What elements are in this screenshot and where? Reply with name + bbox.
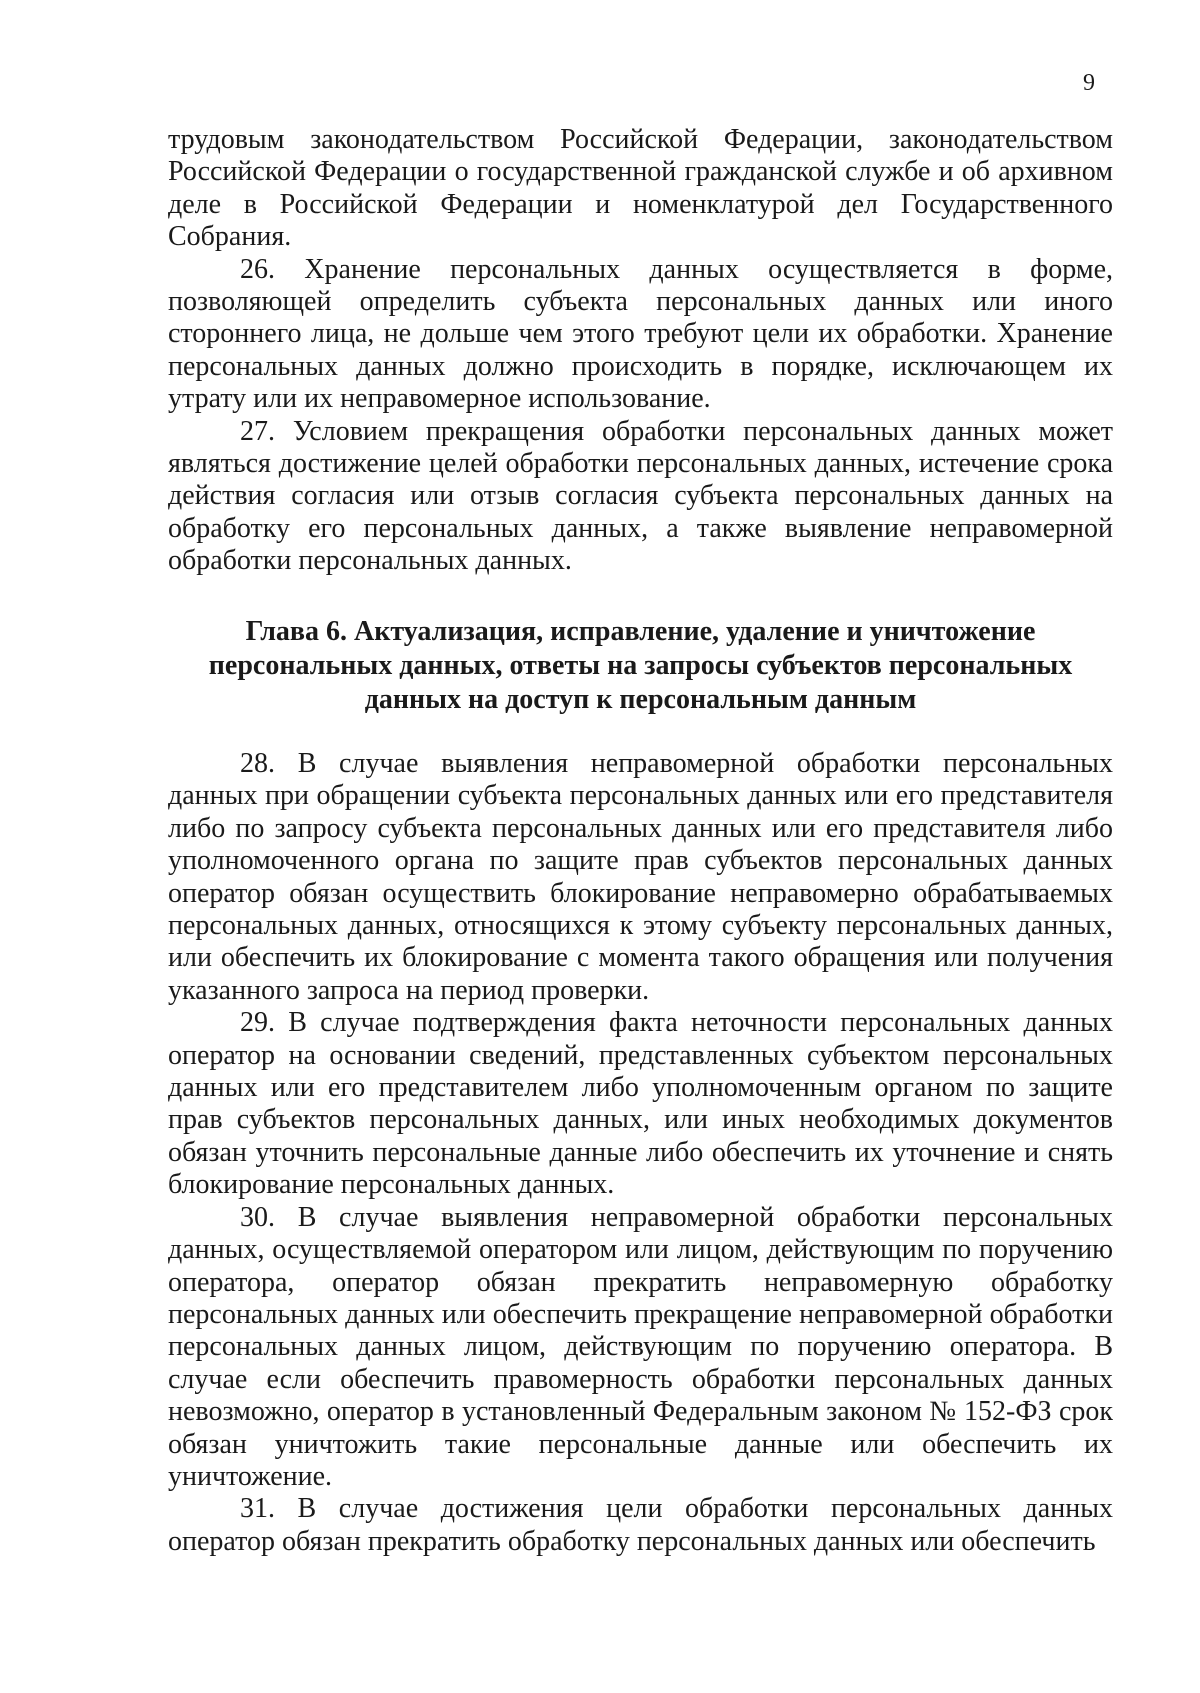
paragraph-30: 30. В случае выявления неправомерной обработки персональных данных, осуществляемой оператором или лицом, действующим по поручению оператора, оператор обязан прекратить неправомерную обработку персональных данных или обеспечить прекращение неправомерной обработки персональных данных лицом, действующим по поручению оператора. В случае если обеспечить правомерность обработки персональных данных невозможно, оператор в установленный Федеральным законом № 152-ФЗ срок обязан уничтожить такие персональные данные или обеспечить их уничтожение. (168, 1201, 1113, 1492)
chapter-heading (168, 615, 1113, 717)
body-text-top (168, 124, 1113, 578)
paragraph-29: 29. В случае подтверждения факта неточности персональных данных оператор на основании сведений, представленных субъектом персональных данных или его представителем либо уполномоченным органом по защите прав субъектов персональных данных, или иных необходимых документов обязан уточнить персональные данные либо обеспечить их уточнение и снять блокирование персональных данных. (168, 1007, 1113, 1201)
page-number: 9 (1083, 70, 1095, 96)
paragraph-27: 27. Условием прекращения обработки персональных данных может являться достижение целей обработки персональных данных, истечение срока действия согласия или отзыв согласия субъекта персональных данных на обработку его персональных данных, а также выявление неправомерной обработки персональных данных. (168, 415, 1113, 577)
chapter-heading-line-3: данных на доступ к персональным данным (364, 684, 917, 715)
chapter-heading-line-2: персональных данных, ответы на запросы субъектов персональных (208, 650, 1073, 681)
paragraph-28: 28. В случае выявления неправомерной обработки персональных данных при обращении субъекта персональных данных или его представителя либо по запросу субъекта персональных данных или его представителя либо уполномоченного органа по защите прав субъектов персональных данных оператор обязан осуществить блокирование неправомерно обрабатываемых персональных данных, относящихся к этому субъекту персональных данных, или обеспечить их блокирование с момента такого обращения или получения указанного запроса на период проверки. (168, 748, 1113, 1006)
paragraph-26: 26. Хранение персональных данных осуществляется в форме, позволяющей определить субъекта персональных данных или иного стороннего лица, не дольше чем этого требуют цели их обработки. Хранение персональных данных должно происходить в порядке, исключающем их утрату или их неправомерное использование. (168, 253, 1113, 415)
paragraph-31: 31. В случае достижения цели обработки персональных данных оператор обязан прекратить обработку персональных данных или обеспечить (168, 1493, 1113, 1557)
body-text-bottom (168, 748, 1113, 1558)
paragraph-continuation: трудовым законодательством Российской Федерации, законодательством Российской Федерации о государственной гражданской службе и об архивном деле в Российской Федерации и номенклатурой дел Государственного Собрания. (168, 124, 1113, 253)
chapter-heading-line-1: Глава 6. Актуализация, исправление, удаление и уничтожение (245, 616, 1036, 647)
